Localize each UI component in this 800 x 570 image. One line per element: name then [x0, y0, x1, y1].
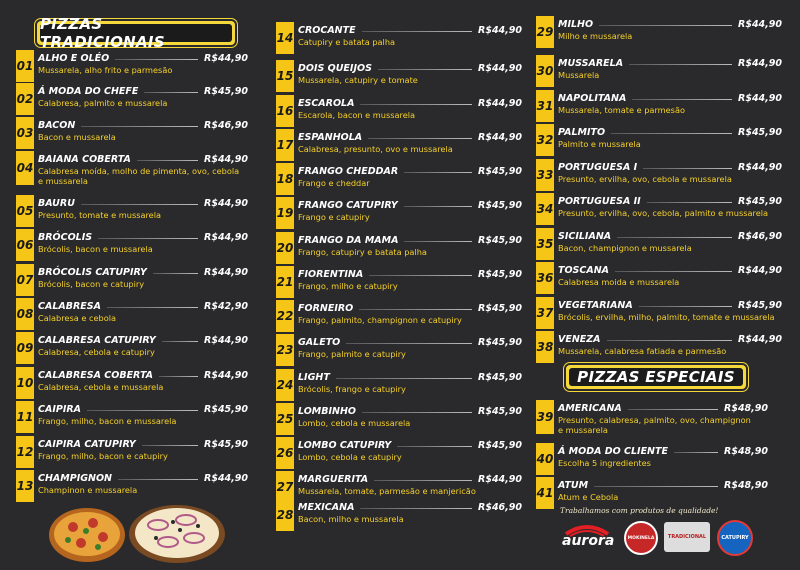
item-number: 18 — [276, 163, 294, 195]
item-price: R$45,90 — [478, 235, 522, 246]
item-name: VENEZA — [558, 334, 601, 345]
leader-line — [159, 376, 198, 377]
item-name: NAPOLITANA — [558, 93, 627, 104]
leader-line — [647, 202, 732, 203]
item-number: 34 — [536, 193, 554, 225]
brand-tradicional-logo — [664, 522, 710, 552]
item-number: 14 — [276, 22, 294, 54]
menu-item — [16, 83, 248, 115]
pizza-photo-2 — [128, 500, 226, 564]
item-description: Escarola, bacon e mussarela — [298, 110, 416, 120]
leader-line — [142, 445, 198, 446]
menu-item — [536, 262, 782, 294]
item-price: R$44,90 — [204, 335, 248, 346]
item-number: 04 — [16, 151, 34, 185]
menu-item — [16, 229, 248, 261]
item-number: 30 — [536, 55, 554, 87]
item-name: PORTUGUESA II — [558, 196, 641, 207]
item-price: R$45,90 — [738, 127, 782, 138]
item-number: 20 — [276, 232, 294, 264]
item-description: Bacon e mussarela — [38, 132, 116, 142]
item-price: R$45,90 — [204, 439, 248, 450]
item-number: 40 — [536, 443, 554, 475]
leader-line — [81, 126, 198, 127]
menu-item — [276, 403, 522, 435]
menu-item — [536, 55, 782, 87]
item-description: Frango, milho, bacon e catupiry — [38, 451, 168, 461]
item-price: R$45,90 — [478, 303, 522, 314]
item-description: Calabresa, cebola e mussarela — [38, 382, 164, 392]
item-description-cont: e mussarela — [38, 176, 88, 186]
menu-item — [16, 367, 248, 399]
item-description: Mussarela, tomate, parmesão e manjericão — [298, 486, 476, 496]
header-especiais — [566, 365, 746, 389]
item-number: 27 — [276, 471, 294, 503]
brand-aurora-label: aurora — [562, 533, 615, 549]
item-description: Frango, milho, bacon e mussarela — [38, 416, 177, 426]
leader-line — [617, 237, 732, 238]
item-price: R$44,90 — [204, 370, 248, 381]
menu-item — [276, 437, 522, 469]
item-name: ESCAROLA — [298, 98, 355, 109]
menu-item — [536, 400, 768, 434]
leader-line — [369, 275, 472, 276]
menu-item — [536, 90, 782, 122]
leader-line — [607, 340, 732, 341]
item-description: Calabresa moída, molho de pimenta, ovo, cebola — [38, 166, 240, 176]
item-price: R$46,90 — [204, 120, 248, 131]
item-name: GALETO — [298, 337, 341, 348]
item-name: CAIPIRA CATUPIRY — [38, 439, 136, 450]
item-price: R$45,90 — [478, 337, 522, 348]
brand-aurora-logo — [558, 522, 616, 552]
item-price: R$44,90 — [478, 98, 522, 109]
leader-line — [162, 341, 198, 342]
item-price: R$48,90 — [724, 403, 768, 414]
leader-line — [87, 410, 198, 411]
leader-line — [115, 59, 198, 60]
menu-item — [276, 300, 522, 332]
menu-item — [276, 266, 522, 298]
item-number: 21 — [276, 266, 294, 298]
item-description: Brócolis, bacon e mussarela — [38, 244, 153, 254]
leader-line — [629, 64, 732, 65]
item-name: CALABRESA CATUPIRY — [38, 335, 156, 346]
item-number: 19 — [276, 197, 294, 229]
item-number: 41 — [536, 477, 554, 509]
leader-line — [397, 446, 472, 447]
item-price: R$45,90 — [478, 269, 522, 280]
item-price: R$44,90 — [478, 132, 522, 143]
item-number: 15 — [276, 60, 294, 92]
footer-tagline: Trabalhamos com produtos de qualidade! — [560, 506, 719, 515]
leader-line — [643, 168, 732, 169]
item-description: Brócolis, frango e catupiry — [298, 384, 406, 394]
menu-item — [276, 95, 522, 127]
header-tradicionais-title: PIZZAS TRADICIONAIS — [40, 15, 165, 51]
item-price: R$44,90 — [204, 267, 248, 278]
item-name: BACON — [38, 120, 76, 131]
item-name: FORNEIRO — [298, 303, 354, 314]
item-number: 03 — [16, 117, 34, 149]
item-name: DOIS QUEIJOS — [298, 63, 372, 74]
item-name: PALMITO — [558, 127, 606, 138]
item-name: FRANGO CATUPIRY — [298, 200, 398, 211]
leader-line — [107, 307, 198, 308]
leader-line — [118, 479, 198, 480]
item-name: LOMBINHO — [298, 406, 356, 417]
leader-line — [368, 138, 472, 139]
item-number: 17 — [276, 129, 294, 161]
leader-line — [336, 378, 472, 379]
item-price: R$48,90 — [724, 446, 768, 457]
item-number: 09 — [16, 332, 34, 364]
item-number: 05 — [16, 195, 34, 227]
leader-line — [639, 306, 732, 307]
item-name: AMERICANA — [558, 403, 622, 414]
item-number: 32 — [536, 124, 554, 156]
item-number: 29 — [536, 16, 554, 48]
item-description: Escolha 5 ingredientes — [558, 458, 651, 468]
item-description: Palmito e mussarela — [558, 139, 641, 149]
item-number: 07 — [16, 264, 34, 296]
menu-item — [276, 60, 522, 92]
menu-item — [276, 232, 522, 264]
item-name: CROCANTE — [298, 25, 356, 36]
item-price: R$44,90 — [738, 334, 782, 345]
item-number: 28 — [276, 499, 294, 531]
item-name: ATUM — [558, 480, 589, 491]
item-name: MEXICANA — [298, 502, 355, 513]
item-price: R$45,90 — [738, 196, 782, 207]
item-description: Calabresa, cebola e catupiry — [38, 347, 155, 357]
menu-item — [536, 443, 768, 475]
item-description: Bacon, milho e mussarela — [298, 514, 404, 524]
item-number: 39 — [536, 400, 554, 434]
leader-line — [594, 486, 718, 487]
item-description: Calabresa moida e mussarela — [558, 277, 680, 287]
item-name: CALABRESA COBERTA — [38, 370, 154, 381]
menu-item — [276, 369, 522, 401]
menu-item — [276, 163, 522, 195]
item-price: R$44,90 — [204, 473, 248, 484]
item-price: R$44,90 — [478, 25, 522, 36]
item-name: FRANGO CHEDDAR — [298, 166, 399, 177]
menu-item — [276, 22, 522, 54]
item-price: R$44,90 — [738, 162, 782, 173]
header-tradicionais — [37, 15, 235, 51]
item-description: Atum e Cebola — [558, 492, 619, 502]
leader-line — [362, 412, 472, 413]
item-price: R$48,90 — [724, 480, 768, 491]
brand-catupiry-label: CATUPIRY — [721, 535, 749, 541]
item-description: Champinon e mussarela — [38, 485, 138, 495]
item-name: BRÓCOLIS CATUPIRY — [38, 267, 147, 278]
leader-line — [346, 343, 472, 344]
leader-line — [137, 160, 198, 161]
item-number: 06 — [16, 229, 34, 261]
item-price: R$42,90 — [204, 301, 248, 312]
menu-item — [16, 470, 248, 502]
leader-line — [360, 508, 472, 509]
item-name: CHAMPIGNON — [38, 473, 113, 484]
item-description: Mussarela, tomate e parmesão — [558, 105, 685, 115]
item-number: 08 — [16, 298, 34, 330]
item-name: SICILIANA — [558, 231, 612, 242]
item-description: Calabresa, presunto, ovo e mussarela — [298, 144, 453, 154]
menu-item — [276, 334, 522, 366]
menu-item — [536, 228, 782, 260]
item-number: 33 — [536, 159, 554, 191]
menu-item — [276, 499, 522, 531]
menu-item — [16, 401, 248, 433]
menu-item — [536, 331, 782, 363]
item-name: LOMBO CATUPIRY — [298, 440, 392, 451]
item-price: R$46,90 — [478, 502, 522, 513]
item-number: 01 — [16, 50, 34, 82]
item-name: Á MODA DO CLIENTE — [558, 446, 668, 457]
menu-item — [536, 159, 782, 191]
item-description: Mussarela — [558, 70, 600, 80]
item-description: Frango, palmito, champignon e catupiry — [298, 315, 462, 325]
leader-line — [632, 99, 732, 100]
leader-line — [628, 409, 718, 410]
item-number: 31 — [536, 90, 554, 122]
item-name: ESPANHOLA — [298, 132, 363, 143]
item-price: R$45,90 — [478, 406, 522, 417]
item-name: BAURU — [38, 198, 75, 209]
leader-line — [404, 206, 472, 207]
item-description: Bacon, champignon e mussarela — [558, 243, 692, 253]
item-price: R$44,90 — [738, 93, 782, 104]
item-description: Frango, catupiry e batata palha — [298, 247, 427, 257]
item-price: R$44,90 — [204, 198, 248, 209]
item-price: R$44,90 — [738, 19, 782, 30]
item-name: TOSCANA — [558, 265, 610, 276]
item-name: FIORENTINA — [298, 269, 364, 280]
item-price: R$44,90 — [738, 265, 782, 276]
item-name: BAIANA COBERTA — [38, 154, 131, 165]
item-price: R$44,90 — [204, 232, 248, 243]
leader-line — [360, 104, 472, 105]
item-name: MARGUERITA — [298, 474, 369, 485]
item-description: Presunto, calabresa, palmito, ovo, champignon — [558, 415, 751, 425]
header-especiais-title: PIZZAS ESPECIAIS — [577, 368, 735, 386]
menu-item — [16, 117, 248, 149]
leader-line — [615, 271, 732, 272]
item-number: 10 — [16, 367, 34, 399]
menu-item — [536, 477, 768, 509]
item-price: R$44,90 — [478, 474, 522, 485]
item-name: PORTUGUESA I — [558, 162, 638, 173]
item-price: R$44,90 — [204, 53, 248, 64]
item-number: 36 — [536, 262, 554, 294]
brand-catupiry-logo — [717, 520, 753, 556]
menu-item — [16, 298, 248, 330]
pizza-photo-1 — [48, 505, 126, 563]
item-name: ALHO E OLÉO — [38, 53, 110, 64]
item-number: 26 — [276, 437, 294, 469]
leader-line — [378, 69, 472, 70]
item-number: 25 — [276, 403, 294, 435]
item-price: R$45,90 — [204, 404, 248, 415]
menu-item — [16, 50, 248, 82]
item-description: Lombo, cebola e catupiry — [298, 452, 402, 462]
item-number: 23 — [276, 334, 294, 366]
item-description: Presunto, ervilha, ovo, cebola, palmito e mussarela — [558, 208, 769, 218]
menu-item — [16, 195, 248, 227]
item-price: R$45,90 — [478, 200, 522, 211]
leader-line — [153, 273, 198, 274]
item-price: R$44,90 — [478, 63, 522, 74]
item-price: R$44,90 — [204, 154, 248, 165]
menu-item — [16, 264, 248, 296]
leader-line — [404, 172, 472, 173]
item-number: 11 — [16, 401, 34, 433]
menu-item — [536, 297, 782, 329]
item-name: CALABRESA — [38, 301, 101, 312]
item-number: 22 — [276, 300, 294, 332]
item-number: 35 — [536, 228, 554, 260]
item-description: Frango, milho e catupiry — [298, 281, 398, 291]
item-name: VEGETARIANA — [558, 300, 633, 311]
menu-item — [276, 197, 522, 229]
item-name: MILHO — [558, 19, 594, 30]
menu-item — [536, 193, 782, 225]
brand-tradicional-label: TRADICIONAL — [667, 534, 707, 540]
menu-item — [16, 151, 248, 185]
item-description: Mussarela, calabresa fatiada e parmesão — [558, 346, 727, 356]
item-name: FRANGO DA MAMA — [298, 235, 399, 246]
item-number: 02 — [16, 83, 34, 115]
menu-item — [276, 129, 522, 161]
item-price: R$45,90 — [478, 440, 522, 451]
item-description: Frango e cheddar — [298, 178, 370, 188]
leader-line — [374, 480, 472, 481]
item-price: R$45,90 — [204, 86, 248, 97]
item-description: Presunto, ervilha, ovo, cebola e mussarela — [558, 174, 732, 184]
item-name: BRÓCOLIS — [38, 232, 93, 243]
brand-mokinela-logo — [624, 521, 658, 555]
item-price: R$46,90 — [738, 231, 782, 242]
item-name: MUSSARELA — [558, 58, 624, 69]
item-name: CAIPIRA — [38, 404, 82, 415]
item-description: Brócolis, ervilha, milho, palmito, tomate e mussarela — [558, 312, 775, 322]
item-number: 38 — [536, 331, 554, 363]
item-description: Mussarela, alho frito e parmesão — [38, 65, 173, 75]
item-number: 24 — [276, 369, 294, 401]
item-price: R$44,90 — [738, 58, 782, 69]
leader-line — [359, 309, 472, 310]
item-description: Frango, palmito e catupiry — [298, 349, 406, 359]
item-description: Lombo, cebola e mussarela — [298, 418, 411, 428]
item-description-cont: e mussarela — [558, 425, 608, 435]
item-name: Á MODA DO CHEFE — [38, 86, 139, 97]
leader-line — [674, 452, 718, 453]
item-description: Brócolis, bacon e catupiry — [38, 279, 145, 289]
leader-line — [404, 241, 472, 242]
item-price: R$45,90 — [478, 166, 522, 177]
item-price: R$45,90 — [738, 300, 782, 311]
item-description: Calabresa e cebola — [38, 313, 117, 323]
item-number: 16 — [276, 95, 294, 127]
item-price: R$45,90 — [478, 372, 522, 383]
leader-line — [611, 133, 732, 134]
item-description: Frango e catupiry — [298, 212, 370, 222]
brand-mokinela-label: MOKINELA — [627, 535, 655, 541]
item-number: 12 — [16, 436, 34, 468]
leader-line — [362, 31, 472, 32]
item-description: Mussarela, catupiry e tomate — [298, 75, 418, 85]
menu-item — [536, 124, 782, 156]
leader-line — [98, 238, 198, 239]
item-number: 13 — [16, 470, 34, 502]
item-name: LIGHT — [298, 372, 330, 383]
item-description: Milho e mussarela — [558, 31, 633, 41]
menu-item — [16, 332, 248, 364]
menu-item — [16, 436, 248, 468]
item-description: Presunto, tomate e mussarela — [38, 210, 162, 220]
item-description: Calabresa, palmito e mussarela — [38, 98, 168, 108]
leader-line — [144, 92, 198, 93]
item-description: Catupiry e batata palha — [298, 37, 396, 47]
leader-line — [81, 204, 198, 205]
leader-line — [599, 25, 732, 26]
item-number: 37 — [536, 297, 554, 329]
menu-item — [536, 16, 782, 48]
